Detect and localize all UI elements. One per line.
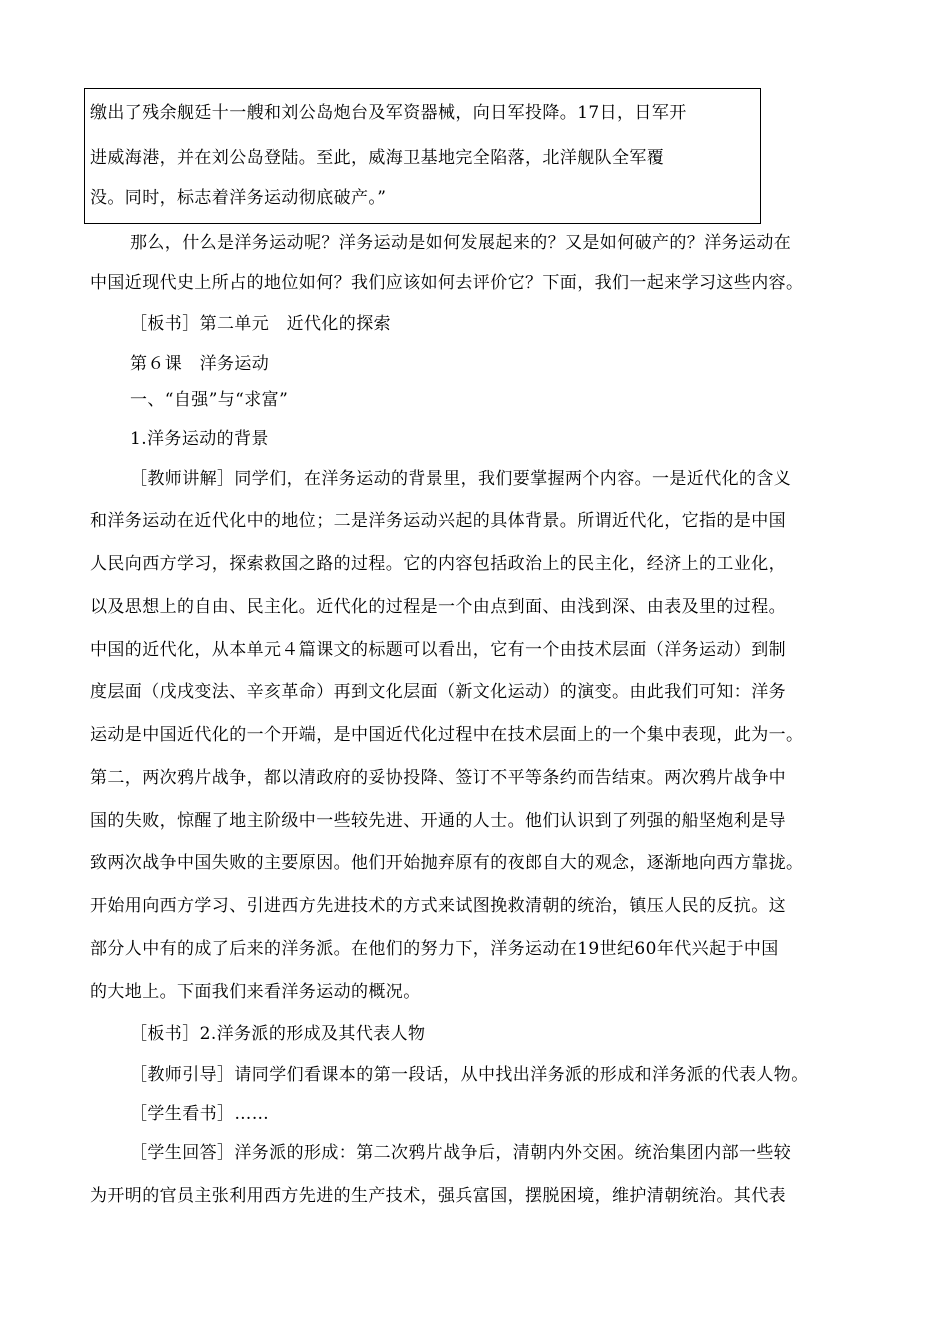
quote-line: 没。同时，标志着洋务运动彻底破产。” (90, 188, 387, 208)
quote-line: 缴出了残余舰廷十一艘和刘公岛炮台及军资器械，向日军投降。17日，日军开 (90, 103, 687, 123)
paragraph-line: 中国的近代化，从本单元４篇课文的标题可以看出，它有一个由技术层面（洋务运动）到制 (90, 640, 786, 660)
board-heading: ［板书］第二单元 近代化的探索 (130, 314, 391, 334)
paragraph-line: 部分人中有的成了后来的洋务派。在他们的努力下，洋务运动在19世纪60年代兴起于中国 (90, 939, 779, 959)
paragraph-line: 运动是中国近代化的一个开端，是中国近代化过程中在技术层面上的一个集中表现，此为一。 (90, 725, 804, 745)
paragraph-line: 为开明的官员主张利用西方先进的生产技术，强兵富国，摆脱困境，维护清朝统治。其代表 (90, 1186, 786, 1206)
paragraph-line: 那么，什么是洋务运动呢？洋务运动是如何发展起来的？又是如何破产的？洋务运动在 (130, 233, 792, 253)
paragraph-line: ［学生看书］…… (130, 1104, 270, 1124)
paragraph-line: 开始用向西方学习、引进西方先进技术的方式来试图挽救清朝的统治，镇压人民的反抗。这 (90, 896, 786, 916)
paragraph-line: ［教师讲解］同学们，在洋务运动的背景里，我们要掌握两个内容。一是近代化的含义 (130, 469, 792, 489)
paragraph-line: 人民向西方学习，探索救国之路的过程。它的内容包括政治上的民主化，经济上的工业化， (90, 554, 786, 574)
lesson-title: 第６课 洋务运动 (130, 354, 270, 374)
paragraph-line: 中国近现代史上所占的地位如何？我们应该如何去评价它？下面，我们一起来学习这些内容。 (90, 273, 804, 293)
subsection-heading: 1.洋务运动的背景 (130, 429, 269, 449)
board-heading: ［板书］2.洋务派的形成及其代表人物 (130, 1024, 426, 1044)
section-heading: 一、“自强”与“求富” (130, 390, 289, 410)
paragraph-line: 度层面（戊戌变法、辛亥革命）再到文化层面（新文化运动）的演变。由此我们可知：洋务 (90, 682, 786, 702)
paragraph-line: ［学生回答］洋务派的形成：第二次鸦片战争后，清朝内外交困。统治集团内部一些较 (130, 1143, 792, 1163)
paragraph-line: 致两次战争中国失败的主要原因。他们开始抛弃原有的夜郎自大的观念，逐渐地向西方靠拢。 (90, 853, 804, 873)
paragraph-line: ［教师引导］请同学们看课本的第一段话，从中找出洋务派的形成和洋务派的代表人物。 (130, 1065, 809, 1085)
paragraph-line: 第二，两次鸦片战争，都以清政府的妥协投降、签订不平等条约而告结束。两次鸦片战争中 (90, 768, 786, 788)
paragraph-line: 和洋务运动在近代化中的地位；二是洋务运动兴起的具体背景。所谓近代化，它指的是中国 (90, 511, 786, 531)
paragraph-line: 的大地上。下面我们来看洋务运动的概况。 (90, 982, 421, 1002)
quote-line: 进威海港，并在刘公岛登陆。至此，威海卫基地完全陷落，北洋舰队全军覆 (90, 148, 665, 168)
paragraph-line: 以及思想上的自由、民主化。近代化的过程是一个由点到面、由浅到深、由表及里的过程。 (90, 597, 786, 617)
paragraph-line: 国的失败，惊醒了地主阶级中一些较先进、开通的人士。他们认识到了列强的船坚炮利是导 (90, 811, 786, 831)
